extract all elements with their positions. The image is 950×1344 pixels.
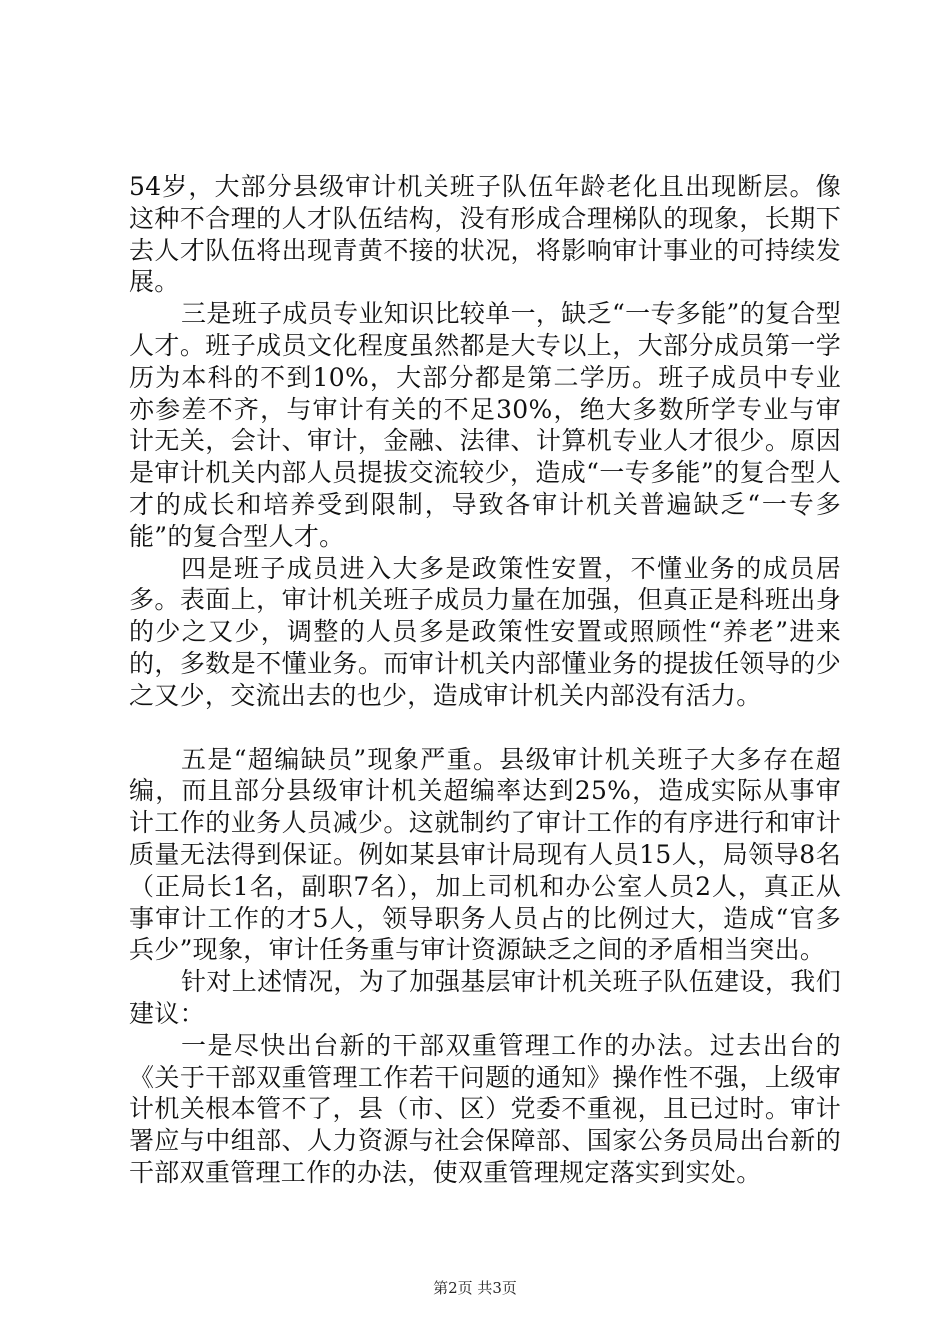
paragraph-point-four: 四是班子成员进入大多是政策性安置，不懂业务的成员居多。表面上，审计机关班子成员力量在加强，但真正是科班出身的少之又少，调整的人员多是政策性安置或照顾性“养老”进来的，多数是不懂业务。而审计机关内部懂业务的提拔任领导的少之又少，交流出去的也少，造成审计机关内部没有活力。 — [129, 553, 841, 710]
paragraph-suggestion-one: 一是尽快出台新的干部双重管理工作的办法。过去出台的《关于干部双重管理工作若干问题的通知》操作性不强，上级审计机关根本管不了，县（市、区）党委不重视，且已过时。审计署应与中组部、人力资源与社会保障部、国家公务员局出台新的干部双重管理工作的办法，使双重管理规定落实到实处。 — [129, 1030, 841, 1187]
document-body — [129, 171, 841, 1189]
paragraph-continuation: 54岁，大部分县级审计机关班子队伍年龄老化且出现断层。像这种不合理的人才队伍结构，没有形成合理梯队的现象，长期下去人才队伍将出现青黄不接的状况，将影响审计事业的可持续发展。 — [129, 172, 841, 297]
paragraph-suggestion-intro: 针对上述情况，为了加强基层审计机关班子队伍建设，我们建议： — [129, 967, 841, 1028]
paragraph-point-three: 三是班子成员专业知识比较单一，缺乏“一专多能”的复合型人才。班子成员文化程度虽然都是大专以上，大部分成员第一学历为本科的不到10%，大部分都是第二学历。班子成员中专业亦参差不齐，与审计有关的不足30%，绝大多数所学专业与审计无关，会计、审计，金融、法律、计算机专业人才很少。原因是审计机关内部人员提拔交流较少，造成“一专多能”的复合型人才的成长和培养受到限制，导致各审计机关普遍缺乏“一专多能”的复合型人才。 — [129, 299, 841, 551]
paragraph-point-five: 五是“超编缺员”现象严重。县级审计机关班子大多存在超编，而且部分县级审计机关超编率达到25%，造成实际从事审计工作的业务人员减少。这就制约了审计工作的有序进行和审计质量无法得到保证。例如某县审计局现有人员15人，局领导8名（正局长1名，副职7名），加上司机和办公室人员2人，真正从事审计工作的才5人，领导职务人员占的比例过大，造成“官多兵少”现象，审计任务重与审计资源缺乏之间的矛盾相当突出。 — [129, 744, 841, 965]
page-number-footer: 第2页 共3页 — [433, 1279, 517, 1297]
